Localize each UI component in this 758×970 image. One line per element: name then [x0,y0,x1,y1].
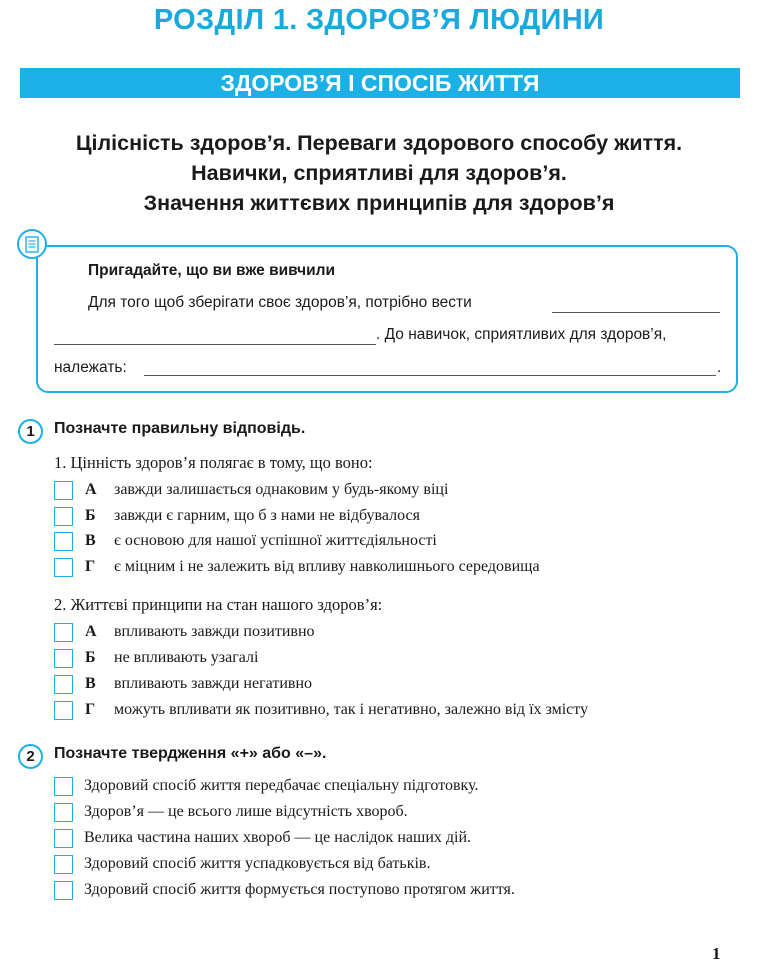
statement-text: Велика частина наших хвороб — це наслідок наших дій. [84,829,472,846]
option-text: впливають завжди позитивно [114,623,315,640]
option-text: завжди є гарним, що б з нами не відбувалося [114,507,420,524]
topic-title-line-1: Цілісність здоров’я. Переваги здорового способу життя. [75,131,683,155]
option-letter: В [85,532,96,549]
option-text: не впливають узагалі [114,649,259,666]
option-text: є основою для нашої успішної життєдіяльності [114,532,437,549]
checkbox[interactable] [54,855,73,874]
recall-heading: Пригадайте, що ви вже вивчили [88,262,335,279]
option-text: можуть впливати як позитивно, так і негативно, залежно від їх змісту [114,701,589,718]
checkbox[interactable] [54,675,73,694]
statement-text: Здоровий спосіб життя успадковується від батьків. [84,855,431,872]
checkbox[interactable] [54,649,73,668]
option-letter: А [85,481,97,498]
checkbox[interactable] [54,701,73,720]
option-text: є міцним і не залежить від впливу навколишнього середовища [114,558,540,575]
recall-line-3-end: . [717,359,722,376]
question-2-text: 2. Життєві принципи на стан нашого здоров’я: [54,595,383,614]
recall-blank-2[interactable] [54,344,376,345]
statement-text: Здоровий спосіб життя формується поступово протягом життя. [84,881,515,898]
checkbox[interactable] [54,829,73,848]
topic-title [0,128,758,218]
checkbox[interactable] [54,623,73,642]
statement-text: Здоровий спосіб життя передбачає спеціальну підготовку. [84,777,479,794]
option-letter: Г [85,701,96,718]
topic-title-line-3: Значення життєвих принципів для здоров’я [143,191,615,215]
section-title-bar: ЗДОРОВ’Я І СПОСІБ ЖИТТЯ [20,68,740,98]
recall-blank-1[interactable] [552,312,720,313]
option-text: завжди залишається однаковим у будь-якому віці [114,481,449,498]
checkbox[interactable] [54,803,73,822]
task-2-number: 2 [18,744,43,769]
page-number: 1 [712,944,721,963]
option-letter: Б [85,507,96,524]
checkbox[interactable] [54,507,73,526]
statement-text: Здоров’я — це всього лише відсутність хвороб. [84,803,408,820]
task-2-title: Позначте твердження «+» або «–». [54,745,327,762]
recall-line-1: Для того щоб зберігати своє здоров’я, потрібно вести [88,294,472,311]
checkbox[interactable] [54,532,73,551]
task-1-number: 1 [18,419,43,444]
option-letter: Б [85,649,96,666]
checkbox[interactable] [54,481,73,500]
question-1-text: 1. Цінність здоров’я полягає в тому, що воно: [54,453,373,472]
recall-blank-3[interactable] [144,375,716,376]
task-1-title: Позначте правильну відповідь. [54,420,306,437]
chapter-title: РОЗДІЛ 1. ЗДОРОВ’Я ЛЮДИНИ [153,4,605,36]
checkbox[interactable] [54,777,73,796]
option-letter: В [85,675,96,692]
checkbox[interactable] [54,558,73,577]
recall-line-2: . До навичок, сприятливих для здоров’я, [376,326,667,343]
checkbox[interactable] [54,881,73,900]
option-letter: Г [85,558,96,575]
recall-line-3-start: належать: [54,359,127,376]
topic-title-line-2: Навички, сприятливі для здоров’я. [191,161,567,185]
notebook-icon [17,229,47,259]
option-letter: А [85,623,97,640]
option-text: впливають завжди негативно [114,675,312,692]
